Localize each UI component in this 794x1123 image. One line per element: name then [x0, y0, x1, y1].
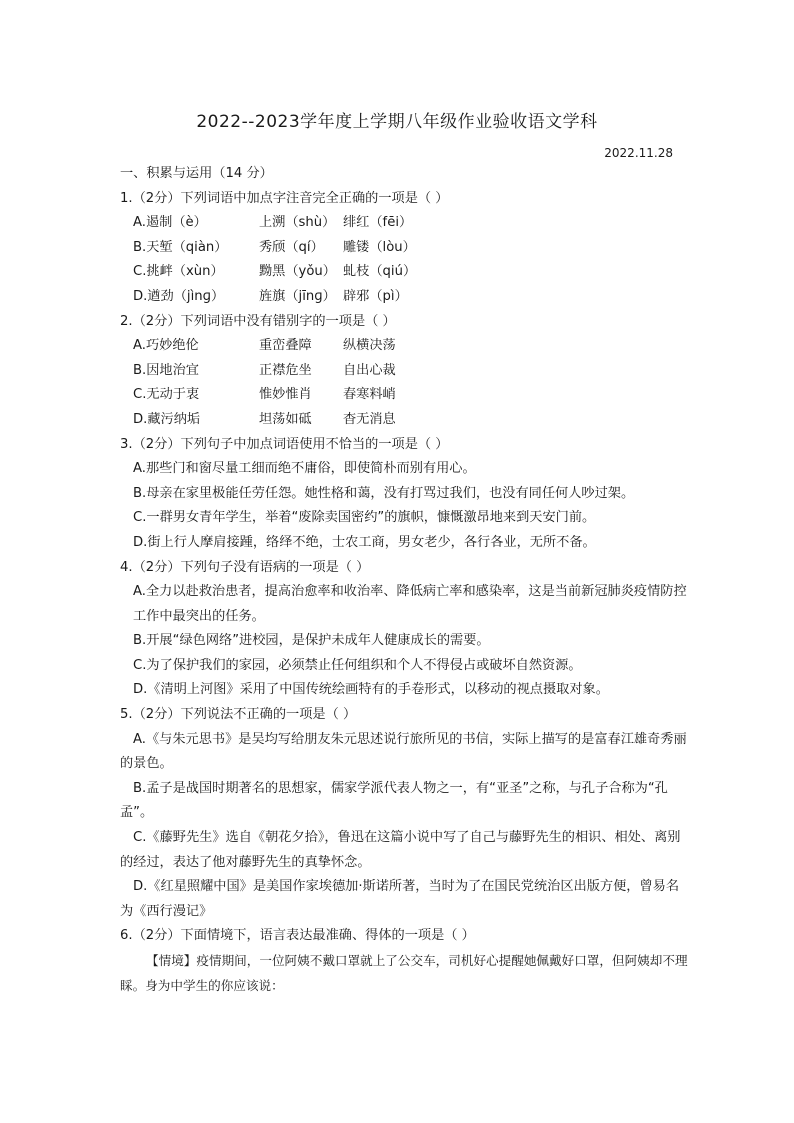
- question-5-option-a: A.《与朱元思书》是吴均写给朋友朱元思述说行旅所见的书信，实际上描写的是富春江雄奇秀丽的景色。: [120, 731, 687, 772]
- option-item: D.遒劲（jìnɡ）: [133, 288, 225, 304]
- option-item: 辟邪（pì）: [343, 288, 408, 304]
- option-item: C.挑衅（xùn）: [133, 264, 224, 280]
- question-6-scenario: [120, 949, 688, 998]
- option-item: 重峦叠障: [259, 338, 312, 354]
- option-item: 绯红（fēi）: [343, 215, 413, 231]
- scenario-tag: 【情境】: [146, 953, 197, 968]
- question-5-option-c: C.《藤野先生》选自《朝花夕拾》，鲁迅在这篇小说中写了自己与藤野先生的相识、相处、离别的经过，表达了他对藤野先生的真挚怀念。: [120, 830, 681, 870]
- option-item: 虬枝（qiú）: [343, 264, 417, 280]
- option-item: 纵横决荡: [343, 338, 396, 354]
- question-6-stem: 6.（2分）下面情境下，语言表达最准确、得体的一项是（ ）: [120, 928, 475, 944]
- question-4-option-b: B.开展“绿色网络”进校园，是保护未成年人健康成长的需要。: [133, 633, 490, 649]
- question-3-option-b: B.母亲在家里极能任劳任怨。她性格和蔼，没有打骂过我们，也没有同任何人吵过架。: [133, 485, 635, 501]
- option-item: 惟妙惟肖: [259, 387, 312, 403]
- question-1-option-a: [120, 211, 688, 236]
- option-item: D.藏污纳垢: [133, 411, 201, 427]
- document-date: 2022.11.28: [604, 146, 673, 160]
- question-4-option-d: D.《清明上河图》采用了中国传统绘画特有的手卷形式，以移动的视点摄取对象。: [133, 682, 609, 698]
- option-item: 雕镂（lòu）: [343, 239, 416, 255]
- option-item: 正襟危坐: [259, 362, 312, 378]
- option-item: 黝黑（yǒu）: [259, 264, 336, 280]
- question-2-stem: 2.（2分）下列词语中没有错别字的一项是（ ）: [120, 313, 396, 329]
- question-1-option-d: [120, 285, 688, 310]
- question-3-option-c: C.一群男女青年学生，举着“废除卖国密约”的旗帜，慷慨激昂地来到天安门前。: [133, 510, 596, 526]
- question-3-option-d: D.街上行人摩肩接踵，络绎不绝，士农工商，男女老少，各行各业，无所不备。: [133, 534, 596, 550]
- option-item: B.天堑（qiàn）: [133, 239, 228, 255]
- question-2-option-c: [120, 383, 688, 408]
- question-5-stem: 5.（2分）下列说法不正确的一项是（ ）: [120, 707, 357, 723]
- question-5-option-b: B.孟子是战国时期著名的思想家，儒家学派代表人物之一，有“亚圣”之称，与孔子合称为“孔孟”。: [120, 780, 668, 821]
- option-item: A.遏制（è）: [133, 215, 207, 231]
- question-2-option-a: [120, 334, 688, 359]
- scenario-text: 疫情期间，一位阿姨不戴口罩就上了公交车，司机好心提醒她佩戴好口罩，但阿姨却不理睬。身为中学生的你应该说：: [120, 953, 688, 993]
- question-4-stem: 4.（2分）下列句子没有语病的一项是（ ）: [120, 559, 370, 575]
- document-title: 2022--2023学年度上学期八年级作业验收语文学科: [196, 112, 598, 132]
- option-item: 秀颀（qí）: [259, 239, 324, 255]
- question-5-option-d: D.《红星照耀中国》是美国作家埃德加·斯诺所著，当时为了在国民党统治区出版方便，曾易名为《西行漫记》: [120, 879, 680, 919]
- option-item: 上溯（shù）: [259, 215, 336, 231]
- question-2-option-d: [120, 408, 688, 433]
- question-4-option-a: A.全力以赴救治患者，提高治愈率和收治率、降低病亡率和感染率，这是当前新冠肺炎疫情防控工作中最突出的任务。: [133, 584, 687, 624]
- option-item: 杳无消息: [343, 411, 396, 427]
- question-1-stem: 1.（2分）下列词语中加点字注音完全正确的一项是（ ）: [120, 190, 449, 206]
- option-item: 春寒料峭: [343, 387, 396, 403]
- question-1-option-c: [120, 260, 688, 285]
- option-item: 自出心裁: [343, 362, 396, 378]
- question-3-stem: 3.（2分）下列句子中加点词语使用不恰当的一项是（ ）: [120, 436, 449, 452]
- option-item: A.巧妙绝伦: [133, 338, 199, 354]
- question-3-option-a: A.那些门和窗尽量工细而绝不庸俗，即使简朴而别有用心。: [133, 461, 476, 477]
- question-2-option-b: [120, 359, 688, 384]
- question-4-option-c: C.为了保护我们的家园，必须禁止任何组织和个人不得侵占或破坏自然资源。: [133, 657, 582, 673]
- option-item: C.无动于衷: [133, 387, 200, 403]
- option-item: 旌旗（jīnɡ）: [259, 288, 336, 304]
- option-item: B.因地治宜: [133, 362, 199, 378]
- document-body: [120, 162, 688, 998]
- section-heading: 一、积累与运用（14 分）: [120, 166, 273, 181]
- question-1-option-b: [120, 236, 688, 261]
- option-item: 坦荡如砥: [259, 411, 312, 427]
